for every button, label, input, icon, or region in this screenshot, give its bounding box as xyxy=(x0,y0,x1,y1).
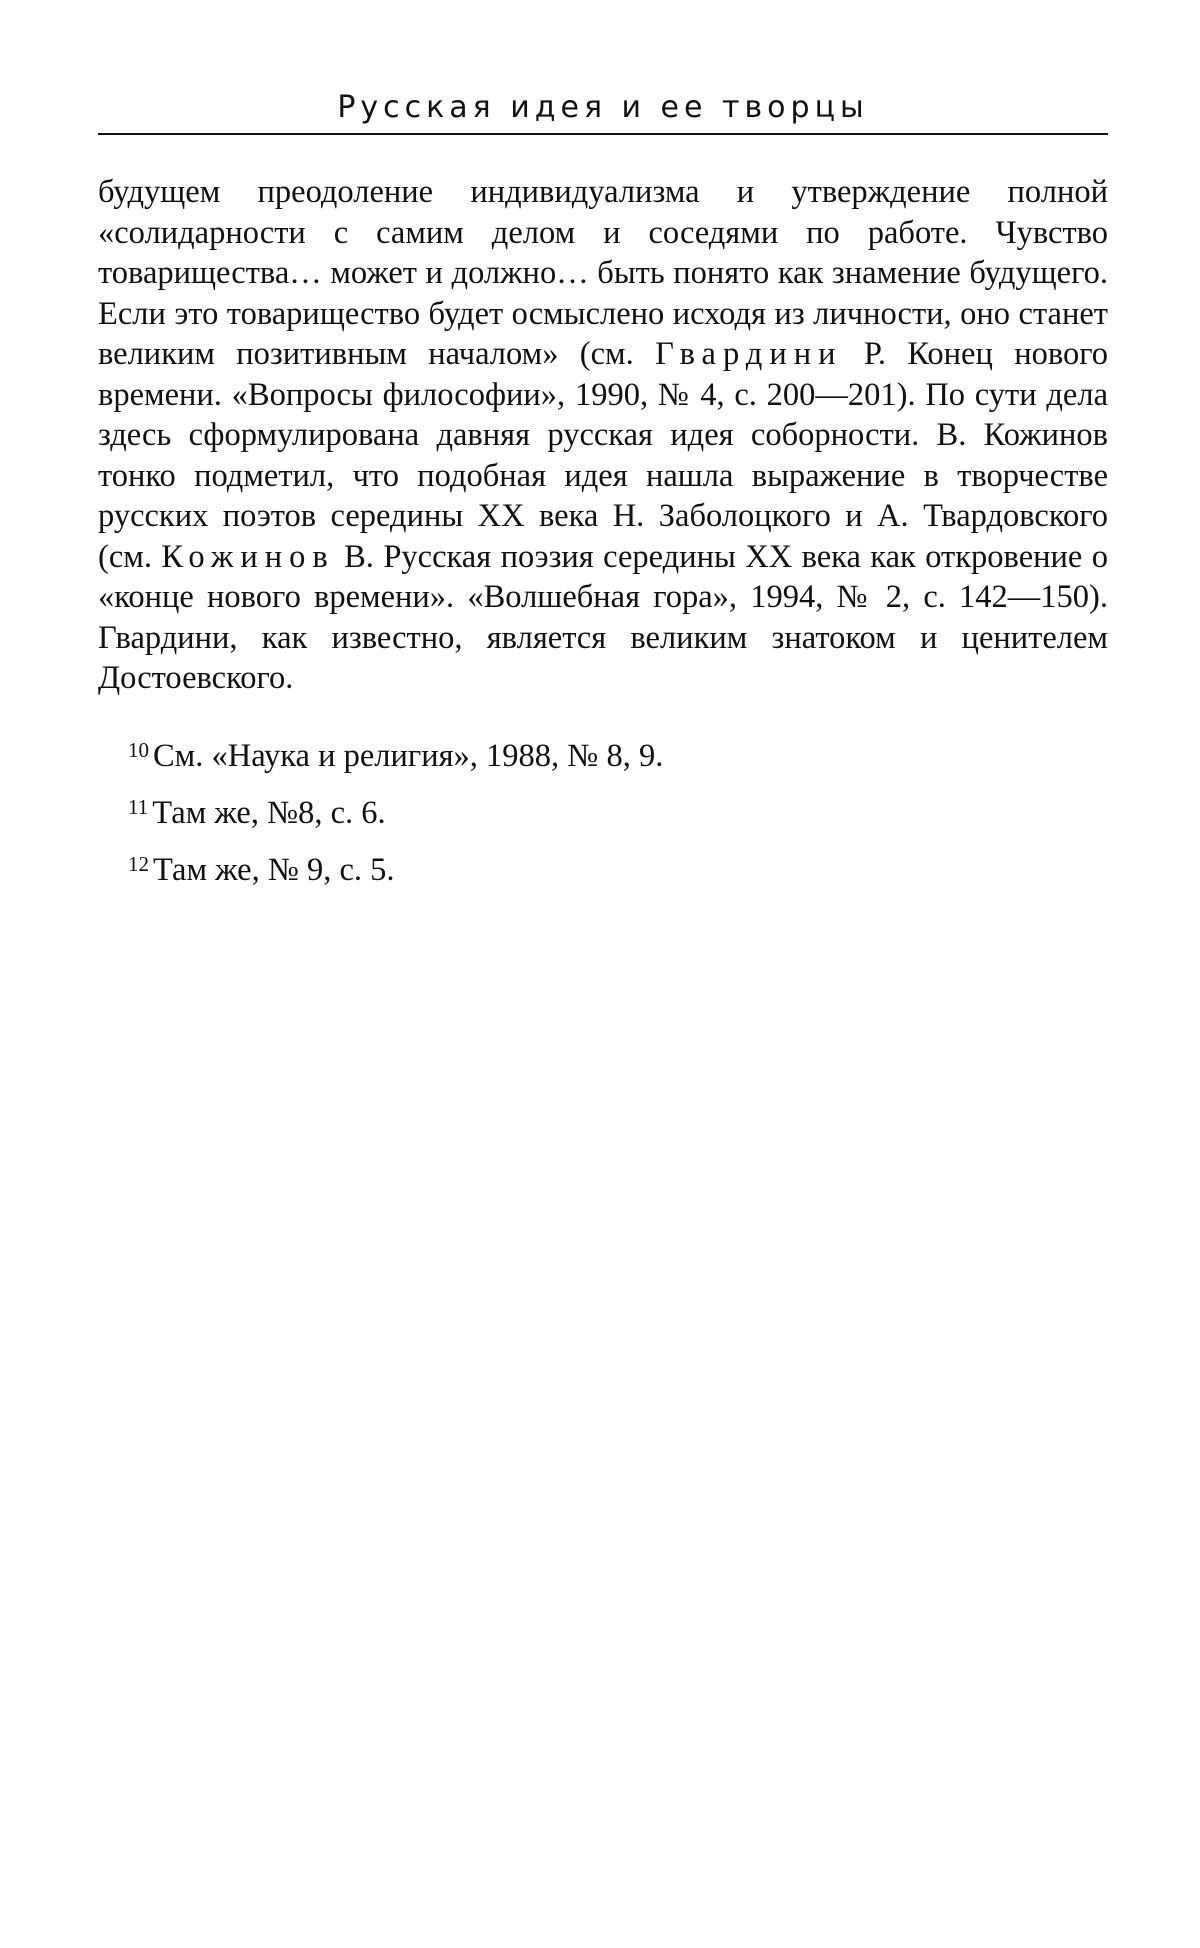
footnote-text: Там же, № 9, с. 5. xyxy=(153,852,395,888)
header-rule xyxy=(98,133,1108,135)
paragraph-text: будущем преодоление индивидуализма и утверждение полной «солидарности с самим делом и соседями по работе. Чувство товарищества… может и должно… быть понято как знамение будущего. Если это товарищество будет осмыслено исходя из личности, оно станет великим позитивным началом» (см. xyxy=(98,174,1108,372)
footnote-text: Там же, №8, с. 6. xyxy=(152,795,386,831)
spaced-author-name: Кожинов xyxy=(161,538,335,575)
footnote-text: См. «Наука и религия», 1988, № 8, 9. xyxy=(153,738,664,774)
book-page xyxy=(98,0,1108,1948)
footnotes-list xyxy=(98,730,1108,901)
footnote xyxy=(98,787,1108,833)
footnote-number: 11 xyxy=(128,795,149,819)
footnote-continuation-paragraph xyxy=(98,172,1108,699)
paragraph-text: Р. Конец нового времени. «Вопросы философии», 1990, № 4, с. 200—201). По сути дела здесь сформулирована давняя русская идея соборности. В. Кожинов тонко подметил, что подобная идея нашла выражение в творчестве русских поэтов середины XX века Н. Заболоцкого и А. Твардовского (см. xyxy=(98,336,1108,575)
paragraph-text: В. Русская поэзия середины XX века как откровение о «конце нового времени». «Волшебная гора», 1994, № 2, с. 142—150). Гвардини, как известно, является великим знатоком и ценителем Достоевского. xyxy=(98,538,1108,696)
spaced-author-name: Гвардини xyxy=(655,336,843,372)
running-head: Русская идея и ее творцы xyxy=(337,90,869,125)
footnote xyxy=(98,844,1108,890)
footnote-number: 12 xyxy=(128,852,149,876)
footnote xyxy=(98,730,1108,776)
footnote-number: 10 xyxy=(128,738,149,762)
